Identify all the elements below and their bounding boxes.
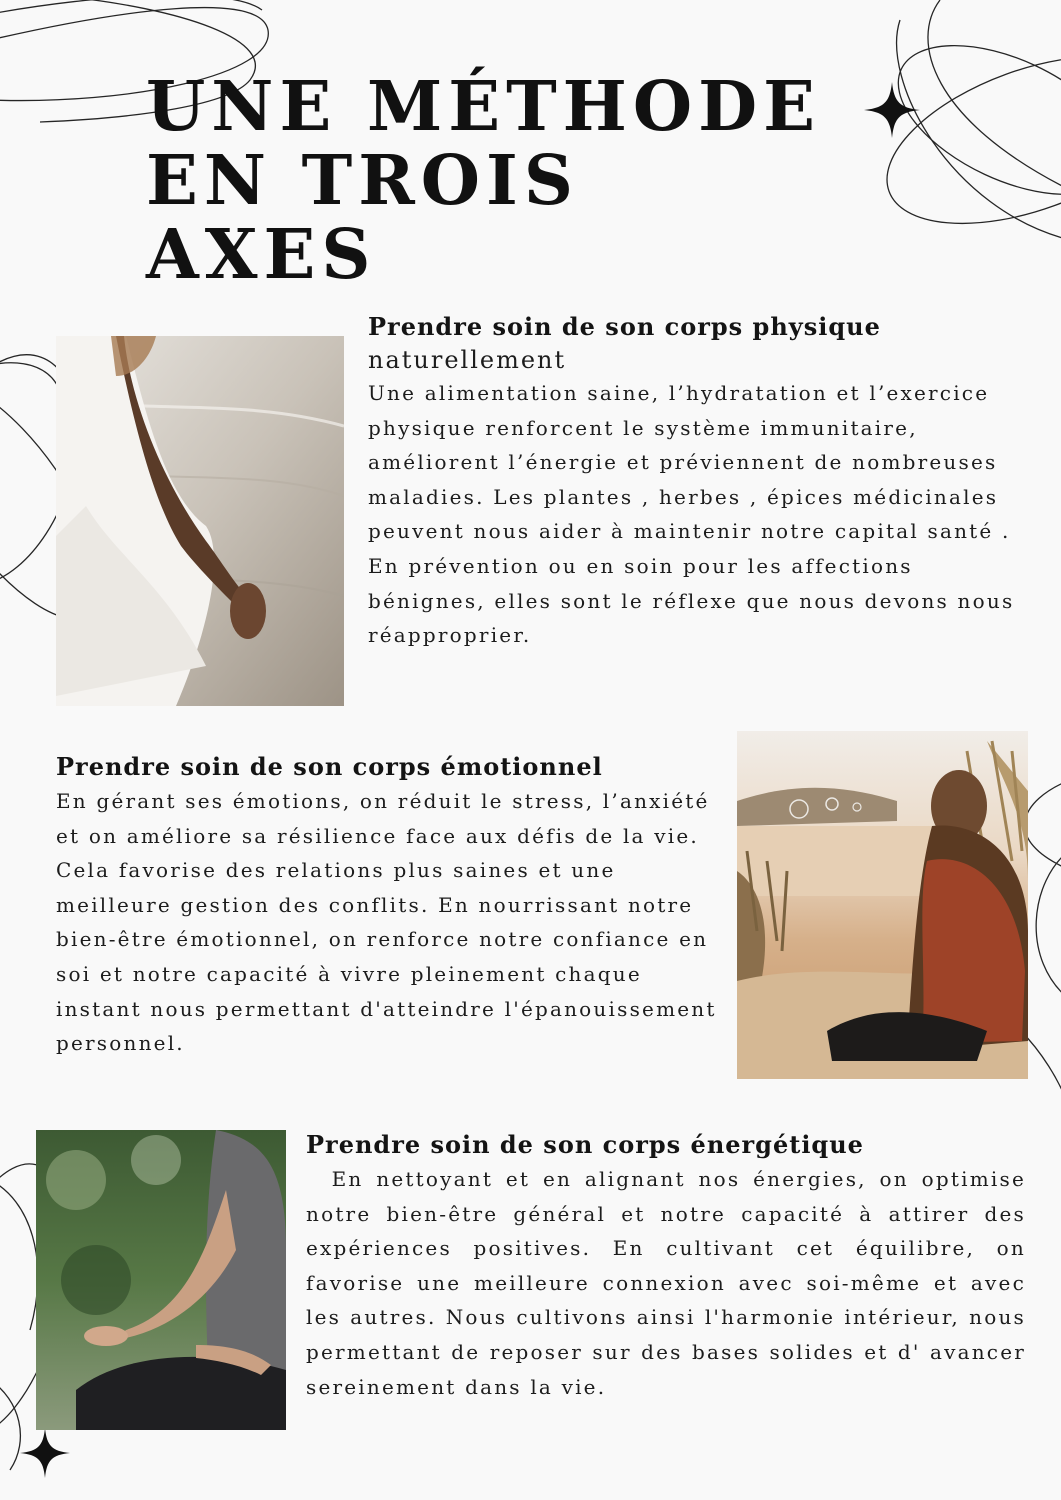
section-body: En gérant ses émotions, on réduit le stress, l’anxiété et on améliore sa résilience face aux défis de la vie. Cela favorise des relations plus saines et une meilleure gestion des conflits. En nourrissant notre bien-être émotionnel, on renforce notre confiance en soi et notre capacité à vivre pleinement chaque instant nous permettant d'atteindre l'épanouissement personnel. (56, 789, 717, 1056)
section-title: Prendre soin de son corps énergétique (306, 1130, 864, 1159)
section-emotional (56, 750, 736, 1061)
photo-meditation (36, 1130, 286, 1430)
section-title: Prendre soin de son corps physique (368, 312, 881, 341)
section-body: En nettoyant et en alignant nos énergies, on optimise notre bien-être général et notre capacité à attirer des expériences positives. En cultivant cet équilibre, on favorise une meilleure connexion avec soi-même et avec les autres. Nous cultivons ainsi l'harmonie intérieur, nous permettant de reposer sur des bases solides et d' avancer sereinement dans la vie. (306, 1167, 1035, 1399)
sparkle-star-icon (20, 1428, 70, 1478)
section-body: Une alimentation saine, l’hydratation et l’exercice physique renforcent le système immunitaire, améliorent l’énergie et préviennent de nombreuses maladies. Les plantes , herbes , épices médicinales peuvent nous aider à maintenir notre capital santé . En prévention ou en soin pour les affections bénignes, elles sont le réflexe que nous devons nous réapproprier. (368, 381, 1015, 648)
photo-water-dress (56, 336, 344, 706)
sparkle-star-icon (864, 82, 920, 138)
page-title (146, 67, 846, 295)
title-line: AXES (146, 215, 377, 295)
photo-beach-bubbles (737, 731, 1028, 1079)
section-energetic (306, 1128, 1035, 1404)
title-line: UNE MÉTHODE (146, 67, 821, 147)
section-title: Prendre soin de son corps émotionnel (56, 752, 603, 781)
section-subtitle: naturellement (368, 346, 567, 374)
section-physical (368, 310, 1028, 653)
title-line: EN TROIS (146, 141, 579, 221)
